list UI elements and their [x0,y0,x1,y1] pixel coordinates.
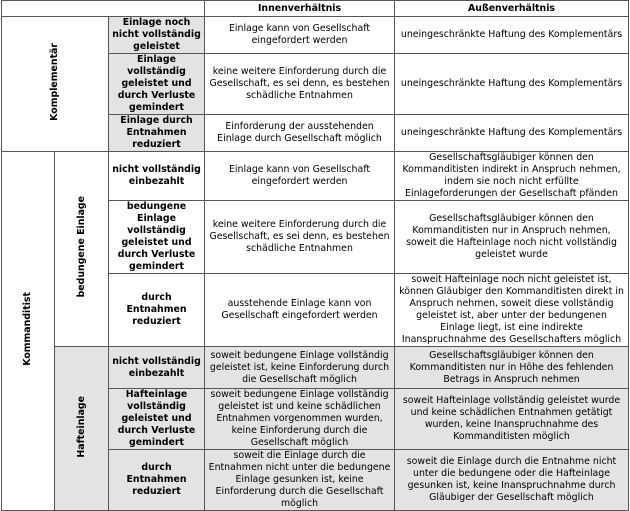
table-row [2,347,629,389]
inner-cell: soweit bedungene Einlage vollständig geleistet ist, keine Einforderung durch die Gesellschaft möglich [205,347,395,389]
case-cell: Einlage vollständig geleistet und durch Verluste gemindert [109,54,205,115]
inner-cell: keine weitere Einforderung durch die Gesellschaft, es sei denn, es bestehen schädliche Entnahmen [205,201,395,274]
inner-cell: Einlage kann von Gesellschaft eingefordert werden [205,152,395,201]
komplementaer-label: Komplementär [2,17,109,152]
outer-cell: uneingeschränkte Haftung des Komplementärs [395,54,629,115]
case-cell: Einlage noch nicht vollständig geleistet [109,17,205,54]
table-row [2,17,629,54]
kommanditist-label: Kommanditist [2,152,55,511]
hafteinlage-label: Hafteinlage [55,347,109,511]
header-outer: Außenverhältnis [395,1,629,17]
inner-cell: soweit die Einlage durch die Entnahmen nicht unter die bedungene Einlage gesunken ist, keine Einforderung durch die Gesellschaft möglich [205,450,395,511]
inner-cell: keine weitere Einforderung durch die Gesellschaft, es sei denn, es bestehen schädliche Entnahmen [205,54,395,115]
inner-cell: soweit bedungene Einlage vollständig geleistet ist und keine schädlichen Entnahmen vorgenommen wurden, keine Einforderung durch die Gesellschaft möglich [205,389,395,450]
outer-cell: soweit Hafteinlage vollständig geleistet wurde und keine schädlichen Entnahmen getätigt wurden, keine Inanspruchnahme des Kommanditisten möglich [395,389,629,450]
outer-cell: uneingeschränkte Haftung des Komplementärs [395,115,629,152]
outer-cell: Gesellschaftsgläubiger können den Kommanditisten nur in Höhe des fehlenden Betrags in Anspruch nehmen [395,347,629,389]
inner-cell: Einforderung der ausstehenden Einlage durch Gesellschaft möglich [205,115,395,152]
outer-cell: soweit Hafteinlage noch nicht geleistet ist, können Gläubiger den Kommanditisten direkt in Anspruch nehmen, soweit diese vollständig geleistet ist, aber unter der bedungenen Einlage liegt, ist eine indirekte Inanspruchnahme des Gesellschafters möglich [395,274,629,347]
outer-cell: uneingeschränkte Haftung des Komplementärs [395,17,629,54]
case-cell: Einlage durch Entnahmen reduziert [109,115,205,152]
case-cell: Hafteinlage vollständig geleistet und durch Verluste gemindert [109,389,205,450]
inner-cell: ausstehende Einlage kann von Gesellschaft eingefordert werden [205,274,395,347]
outer-cell: soweit die Einlage durch die Entnahme nicht unter die bedungene oder die Hafteinlage gesunken ist, keine Inanspruchnahme durch Gläubiger der Gesellschaft möglich [395,450,629,511]
case-cell: nicht vollständig einbezahlt [109,152,205,201]
case-cell: bedungene Einlage vollständig geleistet und durch Verluste gemindert [109,201,205,274]
outer-cell: Gesellschaftsgläubiger können den Kommanditisten nur in Anspruch nehmen, soweit die Hafteinlage noch nicht vollständig geleistet wurde [395,201,629,274]
inner-cell: Einlage kann von Gesellschaft eingefordert werden [205,17,395,54]
case-cell: durch Entnahmen reduziert [109,274,205,347]
outer-cell: Gesellschaftsgläubiger können den Kommanditisten indirekt in Anspruch nehmen, indem sie noch nicht erfüllte Einlageforderungen der Gesellschaft pfänden [395,152,629,201]
header-row [2,1,629,17]
header-inner: Innenverhältnis [205,1,395,17]
case-cell: nicht vollständig einbezahlt [109,347,205,389]
liability-table [1,0,629,511]
table-row [2,152,629,201]
case-cell: durch Entnahmen reduziert [109,450,205,511]
header-blank-cell [2,1,205,17]
bedungene-einlage-label: bedungene Einlage [55,152,109,347]
